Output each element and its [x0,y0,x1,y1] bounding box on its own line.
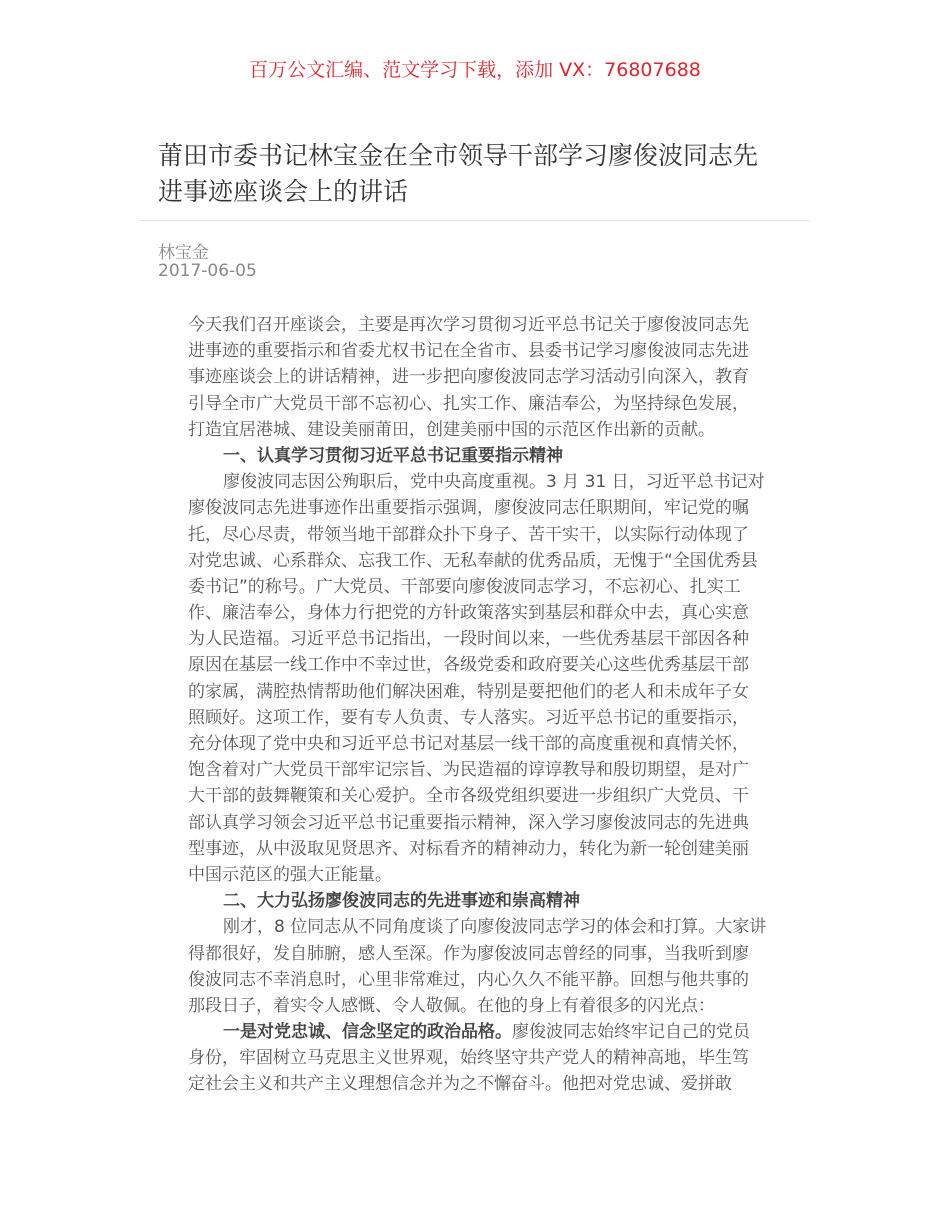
title-line: 进事迹座谈会上的讲话 [158,177,409,206]
paragraph-line [188,941,768,967]
paragraph-line [188,810,768,836]
line-text: 引导全市广大党员干部不忘初心、扎实工作、廉洁奉公，为坚持绿色发展， [188,393,749,414]
line-text: 那段日子，着实令人感慨、令人敬佩。在他的身上有着很多的闪光点： [188,995,715,1016]
bold-text: 一是对党忠诚、信念坚定的政治品格。 [223,1022,512,1043]
paragraph-line [188,391,768,417]
line-text: 型事迹，从中汲取见贤思齐、对标看齐的精神动力，转化为新一轮创建美丽 [188,838,749,859]
line-text: 大干部的鼓舞鞭策和关心爱护。全市各级党组织要进一步组织广大党员、干 [188,786,749,807]
paragraph-line [188,574,768,600]
paragraph-line [188,338,768,364]
paragraph-line [188,679,768,705]
line-text: 照顾好。这项工作，要有专人负责、专人落实。习近平总书记的重要指示， [188,707,749,728]
paragraph-line [188,469,768,495]
line-text: 身份，牢固树立马克思主义世界观，始终坚守共产党人的精神高地，毕生笃 [188,1048,749,1069]
section-heading [188,888,768,914]
line-text: 廖俊波同志始终牢记自己的党员 [512,1022,750,1043]
paragraph-line [188,417,768,443]
paragraph-line [188,522,768,548]
line-text: 事迹座谈会上的讲话精神，进一步把向廖俊波同志学习活动引向深入，教育 [188,367,749,388]
line-text: 得都很好，发自肺腑，感人至深。作为廖俊波同志曾经的同事，当我听到廖 [188,943,749,964]
promo-banner: 百万公文汇编、范文学习下载，添加 VX：76807688 [249,59,701,81]
bold-text: 一、认真学习贯彻习近平总书记重要指示精神 [223,445,563,466]
line-text: 俊波同志不幸消息时，心里非常难过，内心久久不能平静。回想与他共事的 [188,969,749,990]
line-text: 廖俊波同志因公殉职后，党中央高度重视。3 月 31 日，习近平总书记对 [223,472,765,493]
paragraph-line [188,757,768,783]
line-text: 中国示范区的强大正能量。 [188,864,392,885]
bold-text: 二、大力弘扬廖俊波同志的先进事迹和崇高精神 [223,891,580,912]
line-text: 部认真学习领会习近平总书记重要指示精神，深入学习廖俊波同志的先进典 [188,812,749,833]
paragraph-line [188,783,768,809]
article-body [188,312,768,1098]
paragraph-line [188,1019,768,1045]
line-text: 今天我们召开座谈会，主要是再次学习贯彻习近平总书记关于廖俊波同志先 [188,315,749,335]
line-text: 托，尽心尽责，带领当地干部群众扑下身子、苦干实干，以实际行动体现了 [188,524,749,545]
paragraph-line [188,626,768,652]
paragraph-line [188,652,768,678]
paragraph-line [188,967,768,993]
line-text: 充分体现了党中央和习近平总书记对基层一线干部的高度重视和真情关怀， [188,734,749,754]
paragraph-line [188,705,768,731]
line-text: 定社会主义和共产主义理想信念并为之不懈奋斗。他把对党忠诚、爱拼敢 [188,1074,732,1095]
paragraph-line [188,1045,768,1071]
line-text: 进事迹的重要指示和省委尤权书记在全省市、县委书记学习廖俊波同志先进 [188,341,749,362]
paragraph-line [188,993,768,1019]
line-text: 打造宜居港城、建设美丽莆田，创建美丽中国的示范区作出新的贡献。 [188,419,715,440]
paragraph-line [188,731,768,757]
line-text: 对党忠诚、心系群众、忘我工作、无私奉献的优秀品质，无愧于“全国优秀县 [188,550,758,571]
paragraph-line [188,1071,768,1097]
paragraph-line [188,600,768,626]
article-title [158,138,798,210]
line-text: 作、廉洁奉公，身体力行把党的方针政策落实到基层和群众中去，真心实意 [188,603,749,624]
author: 林宝金 [158,243,209,263]
paragraph-line [188,312,768,338]
paragraph-line [188,836,768,862]
line-text: 委书记”的称号。广大党员、干部要向廖俊波同志学习，不忘初心、扎实工 [188,576,741,597]
section-heading [188,443,768,469]
line-text: 的家属，满腔热情帮助他们解决困难，特别是要把他们的老人和未成年子女 [188,681,749,702]
title-line: 莆田市委书记林宝金在全市领导干部学习廖俊波同志先 [158,141,759,170]
line-text: 为人民造福。习近平总书记指出，一段时间以来，一些优秀基层干部因各种 [188,629,749,650]
line-text: 饱含着对广大党员干部牢记宗旨、为民造福的谆谆教导和殷切期望，是对广 [188,760,749,781]
publish-date: 2017-06-05 [158,261,257,281]
line-text: 刚才，8 位同志从不同角度谈了向廖俊波同志学习的体会和打算。大家讲 [223,917,767,938]
paragraph-line [188,914,768,940]
line-text: 廖俊波同志先进事迹作出重要指示强调，廖俊波同志任职期间，牢记党的嘱 [188,498,749,519]
paragraph-line [188,548,768,574]
line-text: 原因在基层一线工作中不幸过世，各级党委和政府要关心这些优秀基层干部 [188,655,749,676]
paragraph-line [188,364,768,390]
paragraph-line [188,495,768,521]
title-divider [140,220,810,221]
paragraph-line [188,862,768,888]
